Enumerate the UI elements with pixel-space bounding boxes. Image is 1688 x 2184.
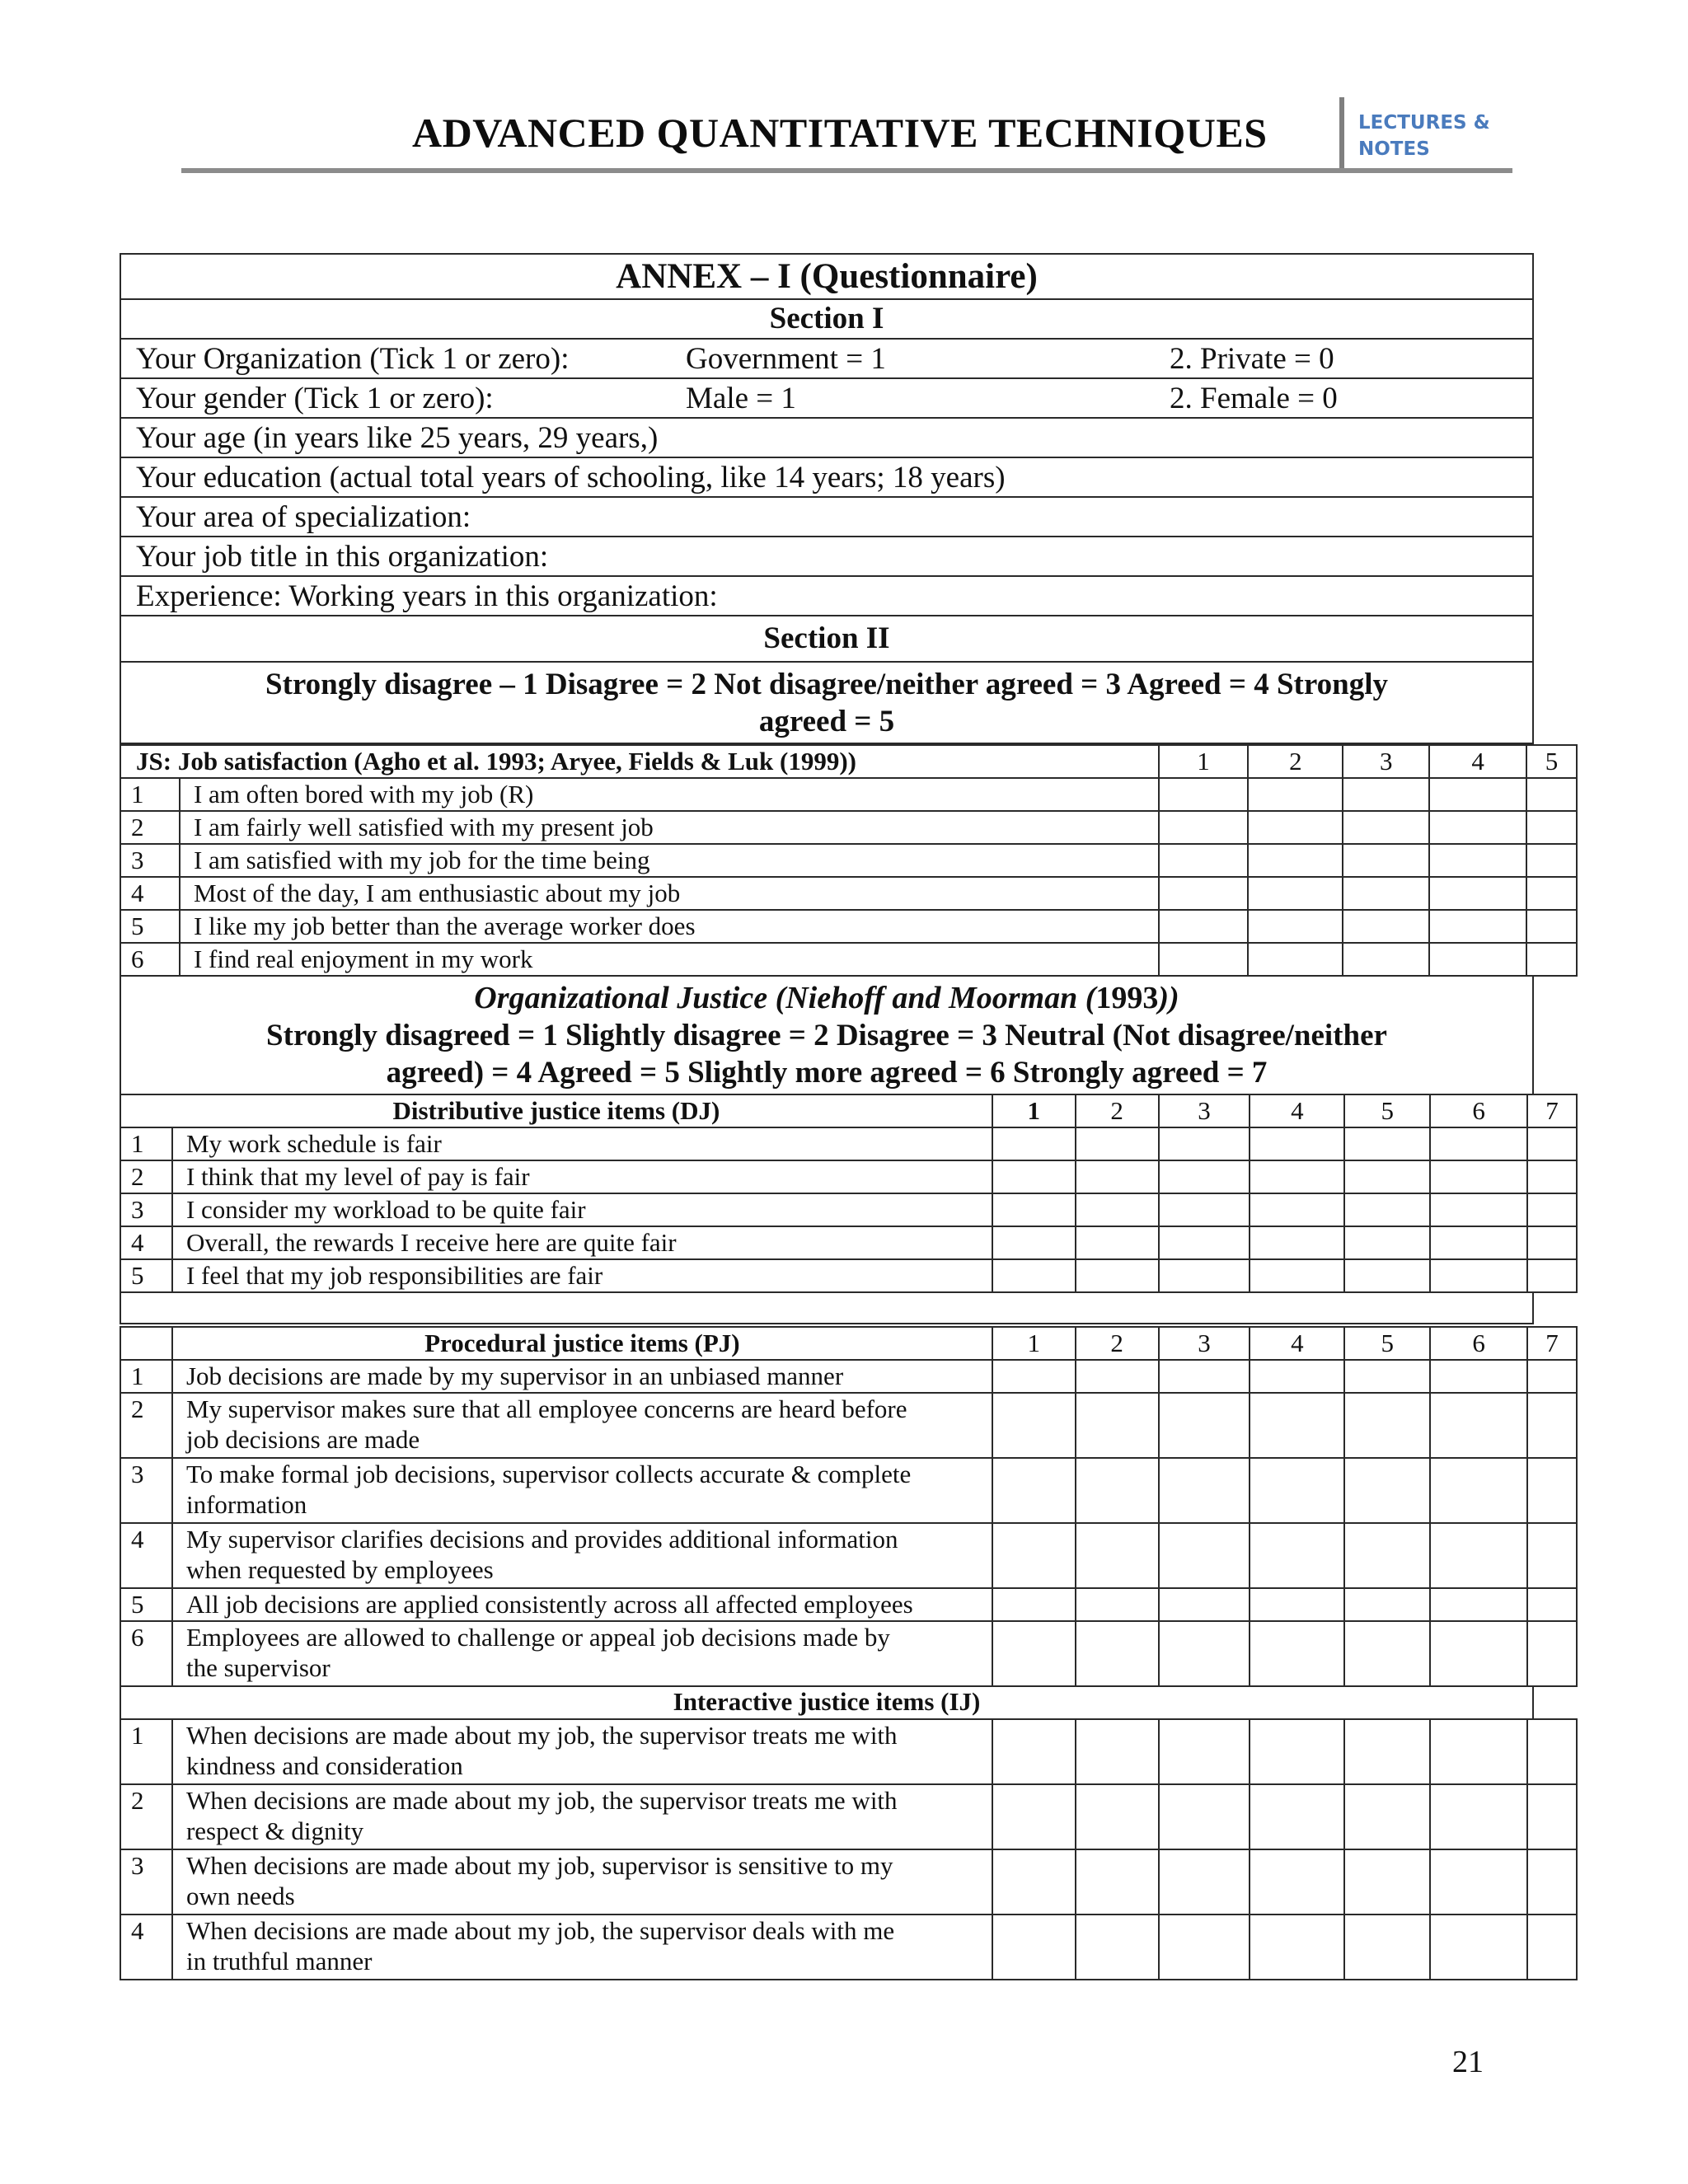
js-response-cell[interactable] [1248,943,1343,976]
pj-response-cell[interactable] [1430,1458,1527,1523]
dj-response-cell[interactable] [1344,1259,1430,1292]
js-response-cell[interactable] [1526,778,1577,811]
dj-response-cell[interactable] [1250,1226,1344,1259]
js-response-cell[interactable] [1248,778,1343,811]
ij-response-cell[interactable] [1344,1719,1430,1784]
pj-response-cell[interactable] [992,1458,1076,1523]
dj-header: Distributive justice items (DJ) [120,1094,992,1127]
pj-response-cell[interactable] [1527,1523,1577,1588]
js-response-cell[interactable] [1159,943,1249,976]
section2-row [121,616,1532,663]
pj-response-cell[interactable] [1159,1621,1250,1686]
organization-option-government: Government = 1 [686,342,886,376]
js-item-text: I like my job better than the average worker does [180,910,1159,943]
dj-item-number: 5 [120,1259,172,1292]
ij-item-line2: own needs [185,1882,295,1910]
pj-item-text [172,1523,992,1588]
pj-item-number: 2 [120,1393,172,1458]
dj-response-cell[interactable] [1430,1193,1527,1226]
dj-header-row [120,1094,1577,1127]
dj-response-cell[interactable] [1250,1259,1344,1292]
dj-response-cell[interactable] [992,1259,1076,1292]
interactive-justice-table [120,1718,1578,1980]
dj-response-cell[interactable] [1159,1160,1250,1193]
pj-response-cell[interactable] [1250,1621,1344,1686]
dj-response-cell[interactable] [1250,1193,1344,1226]
pj-item-number: 1 [120,1360,172,1393]
dj-response-cell[interactable] [1527,1127,1577,1160]
pj-response-cell[interactable] [992,1523,1076,1588]
ij-item-text [172,1915,992,1980]
pj-response-cell[interactable] [1159,1458,1250,1523]
pj-response-cell[interactable] [992,1393,1076,1458]
js-response-cell[interactable] [1343,811,1429,844]
js-response-cell[interactable] [1343,844,1429,877]
js-scale-1: 1 [1159,745,1249,778]
header-rule [181,168,1512,173]
ij-response-cell[interactable] [1430,1915,1527,1980]
pj-response-cell[interactable] [1076,1621,1159,1686]
dj-response-cell[interactable] [1527,1193,1577,1226]
ij-response-cell[interactable] [1076,1719,1159,1784]
pj-response-cell[interactable] [1430,1588,1527,1621]
dj-response-cell[interactable] [1076,1193,1159,1226]
ij-item-text [172,1784,992,1849]
dj-response-cell[interactable] [1076,1259,1159,1292]
ij-item-line1: When decisions are made about my job, the supervisor treats me with [185,1721,898,1750]
js-item-number: 2 [120,811,180,844]
specialization-label: Your area of specialization: [136,500,471,534]
ij-response-cell[interactable] [992,1719,1076,1784]
ij-response-cell[interactable] [1527,1915,1577,1980]
dj-item-number: 4 [120,1226,172,1259]
js-header: JS: Job satisfaction (Agho et al. 1993; Aryee, Fields & Luk (1999)) [120,745,1159,778]
js-response-cell[interactable] [1248,811,1343,844]
dj-item-text: I consider my workload to be quite fair [172,1193,992,1226]
dj-item-text: Overall, the rewards I receive here are quite fair [172,1226,992,1259]
js-item-number: 1 [120,778,180,811]
js-response-cell[interactable] [1343,910,1429,943]
education-row [121,458,1532,498]
ij-response-cell[interactable] [1159,1719,1250,1784]
ij-item-line1: When decisions are made about my job, supervisor is sensitive to my [185,1851,893,1880]
oj-title-part3: 1993 [1095,981,1159,1015]
ij-response-cell[interactable] [1430,1849,1527,1915]
js-response-cell[interactable] [1429,778,1526,811]
pj-item-line1: To make formal job decisions, supervisor collects accurate & complete [185,1460,912,1488]
js-header-row [120,745,1577,778]
pj-response-cell[interactable] [992,1621,1076,1686]
pj-item-text [172,1588,992,1621]
pj-item-row [120,1360,1577,1393]
pj-response-cell[interactable] [1527,1393,1577,1458]
pj-item-line2: when requested by employees [185,1555,494,1584]
js-response-cell[interactable] [1429,943,1526,976]
ij-response-cell[interactable] [1076,1915,1159,1980]
dj-response-cell[interactable] [1076,1226,1159,1259]
pj-scale-2: 2 [1076,1327,1159,1360]
js-response-cell[interactable] [1343,943,1429,976]
pj-item-number: 5 [120,1588,172,1621]
distributive-justice-table [120,1094,1578,1293]
dj-scale-4: 4 [1250,1094,1344,1127]
organization-option-private: 2. Private = 0 [1170,342,1334,376]
pj-item-text [172,1360,992,1393]
pj-response-cell[interactable] [1430,1393,1527,1458]
section2-heading: Section II [763,621,890,655]
dj-item-text: I think that my level of pay is fair [172,1160,992,1193]
dj-item-number: 3 [120,1193,172,1226]
js-response-cell[interactable] [1159,910,1249,943]
likert5-scale-row [121,663,1532,743]
organizational-justice-block [120,976,1534,1094]
dj-response-cell[interactable] [1344,1193,1430,1226]
organization-row [121,340,1532,379]
dj-response-cell[interactable] [1076,1127,1159,1160]
pj-scale-3: 3 [1159,1327,1250,1360]
js-response-cell[interactable] [1526,877,1577,910]
education-label: Your education (actual total years of schooling, like 14 years; 18 years) [136,461,1006,494]
pj-response-cell[interactable] [1250,1588,1344,1621]
ij-item-text [172,1849,992,1915]
pj-response-cell[interactable] [1344,1458,1430,1523]
pj-response-cell[interactable] [1344,1588,1430,1621]
ij-response-cell[interactable] [1344,1849,1430,1915]
ij-response-cell[interactable] [992,1849,1076,1915]
pj-header: Procedural justice items (PJ) [172,1327,992,1360]
pj-response-cell[interactable] [1159,1523,1250,1588]
dj-item-row [120,1160,1577,1193]
pj-response-cell[interactable] [1527,1360,1577,1393]
pj-response-cell[interactable] [1344,1360,1430,1393]
pj-header-blank [120,1327,172,1360]
js-scale-2: 2 [1248,745,1343,778]
ij-response-cell[interactable] [1159,1915,1250,1980]
ij-response-cell[interactable] [1344,1915,1430,1980]
dj-scale-6: 6 [1430,1094,1527,1127]
js-response-cell[interactable] [1343,877,1429,910]
pj-item-text [172,1621,992,1686]
js-item-text: I find real enjoyment in my work [180,943,1159,976]
dj-response-cell[interactable] [992,1193,1076,1226]
js-response-cell[interactable] [1429,877,1526,910]
dj-response-cell[interactable] [992,1226,1076,1259]
js-item-number: 4 [120,877,180,910]
ij-response-cell[interactable] [992,1784,1076,1849]
dj-scale-3: 3 [1159,1094,1250,1127]
ij-response-cell[interactable] [1076,1849,1159,1915]
js-response-cell[interactable] [1248,877,1343,910]
pj-response-cell[interactable] [1250,1360,1344,1393]
pj-response-cell[interactable] [1430,1523,1527,1588]
dj-response-cell[interactable] [1430,1160,1527,1193]
dj-response-cell[interactable] [1527,1259,1577,1292]
header-side-line2: NOTES [1358,138,1430,160]
js-response-cell[interactable] [1159,778,1249,811]
pj-response-cell[interactable] [1076,1360,1159,1393]
js-item-text: I am fairly well satisfied with my present job [180,811,1159,844]
js-response-cell[interactable] [1526,844,1577,877]
js-scale-4: 4 [1429,745,1526,778]
pj-response-cell[interactable] [1527,1621,1577,1686]
dj-item-text: My work schedule is fair [172,1127,992,1160]
pj-item-number: 6 [120,1621,172,1686]
age-row [121,419,1532,458]
js-item-row [120,877,1577,910]
pj-response-cell[interactable] [1076,1523,1159,1588]
ij-response-cell[interactable] [1430,1719,1527,1784]
annex-title-row [121,255,1532,300]
pj-response-cell[interactable] [1250,1523,1344,1588]
js-item-number: 5 [120,910,180,943]
ij-response-cell[interactable] [1159,1849,1250,1915]
pj-response-cell[interactable] [1250,1458,1344,1523]
dj-item-row [120,1259,1577,1292]
specialization-row [121,498,1532,537]
ij-item-number: 1 [120,1719,172,1784]
oj-title-part2: ( [1085,981,1096,1015]
ij-response-cell[interactable] [1250,1849,1344,1915]
js-item-row [120,943,1577,976]
pj-response-cell[interactable] [1076,1458,1159,1523]
dj-response-cell[interactable] [1430,1127,1527,1160]
pj-response-cell[interactable] [1159,1393,1250,1458]
experience-label: Experience: Working years in this organization: [136,579,718,613]
section1-heading: Section I [769,302,884,335]
js-response-cell[interactable] [1526,811,1577,844]
js-response-cell[interactable] [1159,811,1249,844]
pj-response-cell[interactable] [1076,1588,1159,1621]
pj-response-cell[interactable] [1344,1393,1430,1458]
pj-item-number: 3 [120,1458,172,1523]
pj-item-line1: Employees are allowed to challenge or appeal job decisions made by [185,1623,890,1652]
pj-response-cell[interactable] [992,1588,1076,1621]
pj-item-line1: All job decisions are applied consistently across all affected employees [185,1590,913,1619]
js-item-text: Most of the day, I am enthusiastic about my job [180,877,1159,910]
dj-item-row [120,1127,1577,1160]
likert5-scale-line2: agreed = 5 [758,705,895,738]
pj-response-cell[interactable] [1527,1458,1577,1523]
procedural-justice-table [120,1326,1578,1687]
js-response-cell[interactable] [1526,910,1577,943]
likert5-scale-line1: Strongly disagree – 1 Disagree = 2 Not disagree/neither agreed = 3 Agreed = 4 Strongly [265,668,1388,701]
ij-item-line1: When decisions are made about my job, the supervisor treats me with [185,1786,898,1815]
ij-item-row [120,1915,1577,1980]
dj-response-cell[interactable] [1159,1226,1250,1259]
js-item-row [120,844,1577,877]
dj-item-row [120,1226,1577,1259]
pj-response-cell[interactable] [1344,1621,1430,1686]
annex-section-block [120,253,1534,744]
pj-item-row [120,1393,1577,1458]
dj-response-cell[interactable] [1159,1127,1250,1160]
experience-row [121,577,1532,616]
dj-response-cell[interactable] [1430,1259,1527,1292]
pj-item-line1: My supervisor makes sure that all employee concerns are heard before [185,1394,907,1423]
js-response-cell[interactable] [1526,943,1577,976]
dj-response-cell[interactable] [1250,1160,1344,1193]
ij-response-cell[interactable] [1527,1719,1577,1784]
dj-scale-7: 7 [1527,1094,1577,1127]
ij-item-row [120,1849,1577,1915]
dj-response-cell[interactable] [1527,1226,1577,1259]
js-response-cell[interactable] [1429,844,1526,877]
header-divider [1339,97,1344,170]
pj-scale-5: 5 [1344,1327,1430,1360]
ij-response-cell[interactable] [1430,1784,1527,1849]
dj-response-cell[interactable] [1344,1160,1430,1193]
document-header-title: ADVANCED QUANTITATIVE TECHNIQUES [412,110,1268,156]
pj-response-cell[interactable] [992,1360,1076,1393]
js-item-text: I am satisfied with my job for the time being [180,844,1159,877]
likert7-scale-line2: agreed) = 4 Agreed = 5 Slightly more agreed = 6 Strongly agreed = 7 [386,1056,1268,1090]
ij-response-cell[interactable] [1076,1784,1159,1849]
js-response-cell[interactable] [1429,811,1526,844]
ij-item-line2: respect & dignity [185,1816,364,1845]
dj-response-cell[interactable] [992,1160,1076,1193]
job-title-row [121,537,1532,577]
dj-response-cell[interactable] [1250,1127,1344,1160]
pj-response-cell[interactable] [1430,1621,1527,1686]
ij-item-row [120,1784,1577,1849]
dj-response-cell[interactable] [1159,1259,1250,1292]
oj-title-part1: Organizational Justice (Niehoff and Moorman [474,981,1085,1015]
ij-response-cell[interactable] [1250,1784,1344,1849]
pj-scale-1: 1 [992,1327,1076,1360]
ij-response-cell[interactable] [1250,1915,1344,1980]
ij-response-cell[interactable] [1344,1784,1430,1849]
ij-item-row [120,1719,1577,1784]
dj-item-number: 1 [120,1127,172,1160]
ij-item-line2: in truthful manner [185,1947,373,1975]
page-number: 21 [1452,2045,1484,2079]
js-response-cell[interactable] [1159,844,1249,877]
job-title-label: Your job title in this organization: [136,540,549,574]
age-label: Your age (in years like 25 years, 29 years,) [136,421,659,455]
js-item-row [120,811,1577,844]
js-scale-5: 5 [1526,745,1577,778]
ij-item-line2: kindness and consideration [185,1751,463,1780]
dj-response-cell[interactable] [1076,1160,1159,1193]
js-response-cell[interactable] [1248,844,1343,877]
pj-response-cell[interactable] [1250,1393,1344,1458]
oj-title-part4: )) [1158,981,1179,1015]
dj-scale-5: 5 [1344,1094,1430,1127]
ij-response-cell[interactable] [1159,1784,1250,1849]
pj-header-row [120,1327,1577,1360]
pj-scale-4: 4 [1250,1327,1344,1360]
dj-response-cell[interactable] [992,1127,1076,1160]
pj-response-cell[interactable] [1076,1393,1159,1458]
ij-item-number: 4 [120,1915,172,1980]
section1-row [121,300,1532,340]
dj-response-cell[interactable] [1159,1193,1250,1226]
pj-response-cell[interactable] [1159,1360,1250,1393]
dj-response-cell[interactable] [1344,1127,1430,1160]
pj-item-row [120,1458,1577,1523]
dj-item-text: I feel that my job responsibilities are fair [172,1259,992,1292]
pj-item-number: 4 [120,1523,172,1588]
organization-label: Your Organization (Tick 1 or zero): [136,342,570,376]
js-item-text: I am often bored with my job (R) [180,778,1159,811]
blank-spacer-row [120,1291,1534,1324]
pj-item-row [120,1588,1577,1621]
ij-header: Interactive justice items (IJ) [120,1685,1534,1719]
gender-option-female: 2. Female = 0 [1170,382,1338,415]
gender-option-male: Male = 1 [686,382,796,415]
dj-response-cell[interactable] [1344,1226,1430,1259]
job-satisfaction-table [120,744,1578,977]
js-scale-3: 3 [1343,745,1429,778]
dj-item-number: 2 [120,1160,172,1193]
dj-response-cell[interactable] [1430,1226,1527,1259]
likert7-scale-line1: Strongly disagreed = 1 Slightly disagree = 2 Disagree = 3 Neutral (Not disagree/neither [266,1019,1387,1052]
header-side-label [1358,110,1490,162]
pj-scale-6: 6 [1430,1327,1527,1360]
ij-item-line1: When decisions are made about my job, the supervisor deals with me [185,1916,895,1945]
ij-response-cell[interactable] [1527,1849,1577,1915]
gender-label: Your gender (Tick 1 or zero): [136,382,494,415]
js-response-cell[interactable] [1429,910,1526,943]
pj-item-line1: Job decisions are made by my supervisor in an unbiased manner [185,1361,844,1390]
ij-response-cell[interactable] [992,1915,1076,1980]
dj-item-row [120,1193,1577,1226]
ij-response-cell[interactable] [1250,1719,1344,1784]
gender-row [121,379,1532,419]
pj-item-row [120,1523,1577,1588]
dj-scale-1: 1 [992,1094,1076,1127]
pj-item-text [172,1458,992,1523]
dj-response-cell[interactable] [1527,1160,1577,1193]
js-item-number: 3 [120,844,180,877]
dj-scale-2: 2 [1076,1094,1159,1127]
pj-scale-7: 7 [1527,1327,1577,1360]
pj-item-line1: My supervisor clarifies decisions and provides additional information [185,1525,898,1554]
pj-response-cell[interactable] [1527,1588,1577,1621]
oj-title [121,979,1532,1017]
annex-title: ANNEX – I (Questionnaire) [616,257,1038,296]
js-item-row [120,910,1577,943]
pj-item-row [120,1621,1577,1686]
js-item-row [120,778,1577,811]
js-item-number: 6 [120,943,180,976]
pj-item-text [172,1393,992,1458]
pj-item-line2: job decisions are made [185,1425,420,1454]
pj-item-line2: information [185,1490,307,1519]
ij-item-number: 3 [120,1849,172,1915]
pj-item-line2: the supervisor [185,1653,331,1682]
js-response-cell[interactable] [1159,877,1249,910]
ij-response-cell[interactable] [1527,1784,1577,1849]
js-response-cell[interactable] [1343,778,1429,811]
ij-item-number: 2 [120,1784,172,1849]
js-response-cell[interactable] [1248,910,1343,943]
pj-response-cell[interactable] [1344,1523,1430,1588]
pj-response-cell[interactable] [1430,1360,1527,1393]
header-side-line1: LECTURES & [1358,112,1490,134]
ij-item-text [172,1719,992,1784]
pj-response-cell[interactable] [1159,1588,1250,1621]
